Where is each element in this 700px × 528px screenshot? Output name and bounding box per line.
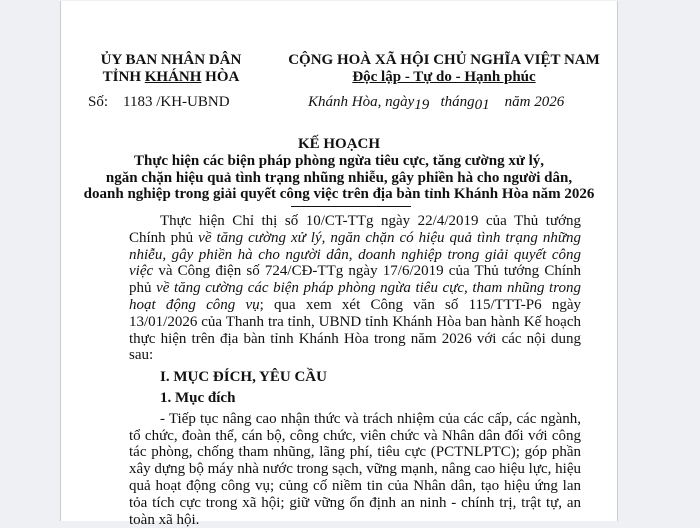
document-page [60,1,618,528]
agency-line2-underlined: KHÁNH [144,69,202,85]
country-name: CỘNG HOÀ XÃ HỘI CHỦ NGHĨA VIỆT NAM [288,52,600,68]
intro-italic-2: về tăng cường các biện pháp phòng ngừa tiêu cực, tham nhũng trong hoạt động công vụ [129,280,581,313]
document-number [88,94,230,111]
date-day: 19 [414,97,430,113]
national-motto [279,52,609,86]
title-heading: KẾ HOẠCH [297,136,381,152]
agency-line2-pre: TỈNH [102,69,145,85]
agency-name [86,52,256,86]
document-date [308,94,564,111]
title-subtitle-1: Thực hiện các biện pháp phòng ngừa tiêu cực, tăng cường xử lý, [133,152,545,169]
subsection-heading: 1. Mục đích [160,389,236,406]
section-heading: I. MỤC ĐÍCH, YÊU CẦU [160,369,327,386]
intro-text-3: ; qua xem xét Công văn số 115/TTT-P6 ngày 13/01/2026 của Thanh tra tỉnh, UBND tỉnh Khánh Hòa ban hành Kế hoạch thực hiện trên địa bàn tỉnh Khánh Hòa trong năm 2026 với các nội dung sau: [129,296,581,364]
number-label: Số: [88,94,109,110]
title-subtitle-2: ngăn chặn hiệu quả tình trạng nhũng nhiễu, gây phiền hà cho người dân, [105,169,573,186]
agency-line2-post: HÒA [201,69,240,85]
title-divider [291,206,411,207]
purpose-paragraph: - Tiếp tục nâng cao nhận thức và trách nhiệm của các cấp, các ngành, tổ chức, đoàn thể, cán bộ, công chức, viên chức và Nhân dân đối với công tác phòng, chống tham nhũng, lãng phí, tiêu cực (PCTNLPTC); góp phần xây dựng bộ máy nhà nước trong sạch, vững mạnh, nâng cao hiệu lực, hiệu quả hoạt động công vụ; củng cố niềm tin của Nhân dân, tạo hiệu ứng lan tỏa tích cực trong xã hội; giữ vững ổn định an ninh - chính trị, trật tự, an toàn xã hội. [129,410,581,528]
intro-paragraph [129,213,581,364]
document-body [129,213,581,528]
number-suffix: /KH-UBND [156,94,230,110]
intro-text-1: Thực hiện Chỉ thị số 10/CT-TTg ngày 22/4/2019 của Thủ tướng Chính phủ [129,213,581,246]
agency-line2 [86,69,256,86]
title-subtitle-3: doanh nghiệp trong giải quyết công việc trên địa bàn tỉnh Khánh Hòa năm 2026 [83,186,595,203]
date-year: năm 2026 [504,94,565,110]
number-value: 1183 [123,94,153,110]
date-month: 01 [474,97,490,113]
date-place: Khánh Hòa, ngày [308,94,415,110]
motto: Độc lập - Tự do - Hạnh phúc [352,69,536,85]
document-title [61,136,617,203]
intro-italic-1: về tăng cường xử lý, ngăn chặn có hiệu quả tình trạng những nhiễu, gây phiền hà cho người dân, doanh nghiệp trong giải quyết công việc [129,229,581,280]
agency-line1: ỦY BAN NHÂN DÂN [100,52,242,68]
intro-text-2: và Công điện số 724/CĐ-TTg ngày 17/6/2019 của Thủ tướng Chính phủ [129,263,581,297]
month-label: tháng [440,94,475,110]
